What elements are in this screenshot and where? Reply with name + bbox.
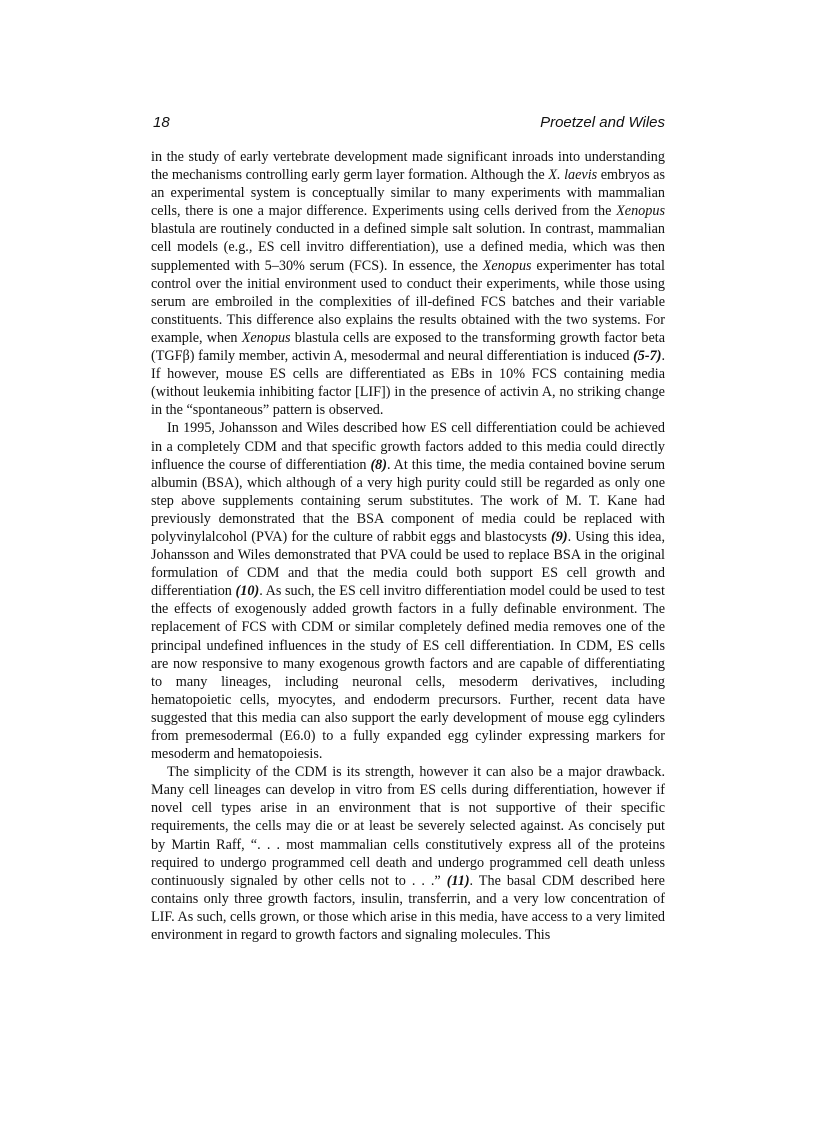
italic-term: X. laevis xyxy=(548,167,598,184)
paragraph-1 xyxy=(151,148,665,419)
running-title: Proetzel and Wiles xyxy=(540,114,665,131)
text-run: In 1995, Johansson and Wiles described how ES cell differentiation could be achieved in a completely CDM and that specific growth factors added to this media could directly influence the course of differentiation xyxy=(151,420,665,473)
text-run: . Using this idea, Johansson and Wiles demonstrated that PVA could be used to replace BSA in the original formulation of CDM and that the media could both support ES cell growth and differentiation xyxy=(151,528,666,600)
body-text xyxy=(151,148,665,944)
text-run: embryos as an experimental system is conceptually similar to many experiments with mammalian cells, there is one a major difference. Experiments using cells derived from the xyxy=(151,167,665,220)
italic-term: Xenopus xyxy=(482,257,532,274)
text-run: . At this time, the media contained bovine serum albumin (BSA), which although of a very high purity could still be regarded as only one step above supplements containing serum substitutes. The work of M. T. Kane had previously demonstrated that the BSA component of media could be replaced with polyvinylalcohol (PVA) for the culture of rabbit eggs and blastocysts xyxy=(151,456,665,545)
text-run: . If however, mouse ES cells are differentiated as EBs in 10% FCS containing media (without leukemia inhibiting factor [LIF]) in the presence of activin A, no striking change in the “spontaneous” pattern is observed. xyxy=(151,348,665,419)
text-run: in the study of early vertebrate development made significant inroads into understanding the mechanisms controlling early germ layer formation. Although the xyxy=(151,149,665,184)
text-run: . The basal CDM described here contains only three growth factors, insulin, transferrin, and a very low concentration of LIF. As such, cells grown, or those which arise in this media, have access to a very limited environment in regard to growth factors and signaling molecules. This xyxy=(151,872,665,944)
text-run: experimenter has total control over the initial environment used to conduct their experiments, while those using serum are embroiled in the complexities of ill-defined FCS batches and their variable constituents. This difference also explains the results obtained with the two systems. For example, when xyxy=(151,257,665,346)
text-run: blastula cells are exposed to the transforming growth factor beta (TGFβ) family member, activin A, mesodermal and neural differentiation is induced xyxy=(151,329,665,365)
citation-ref: (8) xyxy=(370,456,387,473)
citation-ref: (10) xyxy=(235,583,260,600)
citation-ref: (11) xyxy=(446,872,470,889)
text-run: . As such, the ES cell invitro differentiation model could be used to test the effects of exogenously added growth factors in a fully definable environment. The replacement of FCS with CDM or similar completely defined media removes one of the principal undefined influences in the study of ES cell differentiation. In CDM, ES cells are now responsive to many exogenous growth factors and are capable of differentiating to many lineages, including neuronal cells, mesoderm derivatives, including hematopoietic cells, myocytes, and endoderm precursors. Further, recent data have suggested that this media can also support the early development of mouse egg cylinders from premesodermal (E6.0) to a fully expanded egg cylinder expressing markers for mesoderm and hematopoiesis. xyxy=(151,583,665,763)
running-header xyxy=(151,114,665,134)
italic-term: Xenopus xyxy=(241,329,291,346)
page-number: 18 xyxy=(153,114,170,131)
paragraph-2 xyxy=(151,419,665,763)
italic-term: Xenopus xyxy=(616,203,665,220)
paragraph-3 xyxy=(151,763,665,944)
text-run: The simplicity of the CDM is its strength, however it can also be a major drawback. Many cell lineages can develop in vitro from ES cells during differentiation, however if novel cell types arise in an environment that is not supportive of their specific requirements, the cells may die or at least be severely selected against. As concisely put by Martin Raff, “. . . most mammalian cells constitutively express all of the proteins required to undergo programmed cell death and undergo programmed cell death unless continuously signaled by other cells not to . . .” xyxy=(151,764,665,889)
citation-ref: (9) xyxy=(551,528,568,545)
text-run: blastula are routinely conducted in a defined simple salt solution. In contrast, mammalian cell models (e.g., ES cell invitro differentiation), use a defined media, which was then supplemented with 5–30% serum (FCS). In essence, the xyxy=(151,221,665,274)
citation-ref: (5-7) xyxy=(633,348,662,365)
